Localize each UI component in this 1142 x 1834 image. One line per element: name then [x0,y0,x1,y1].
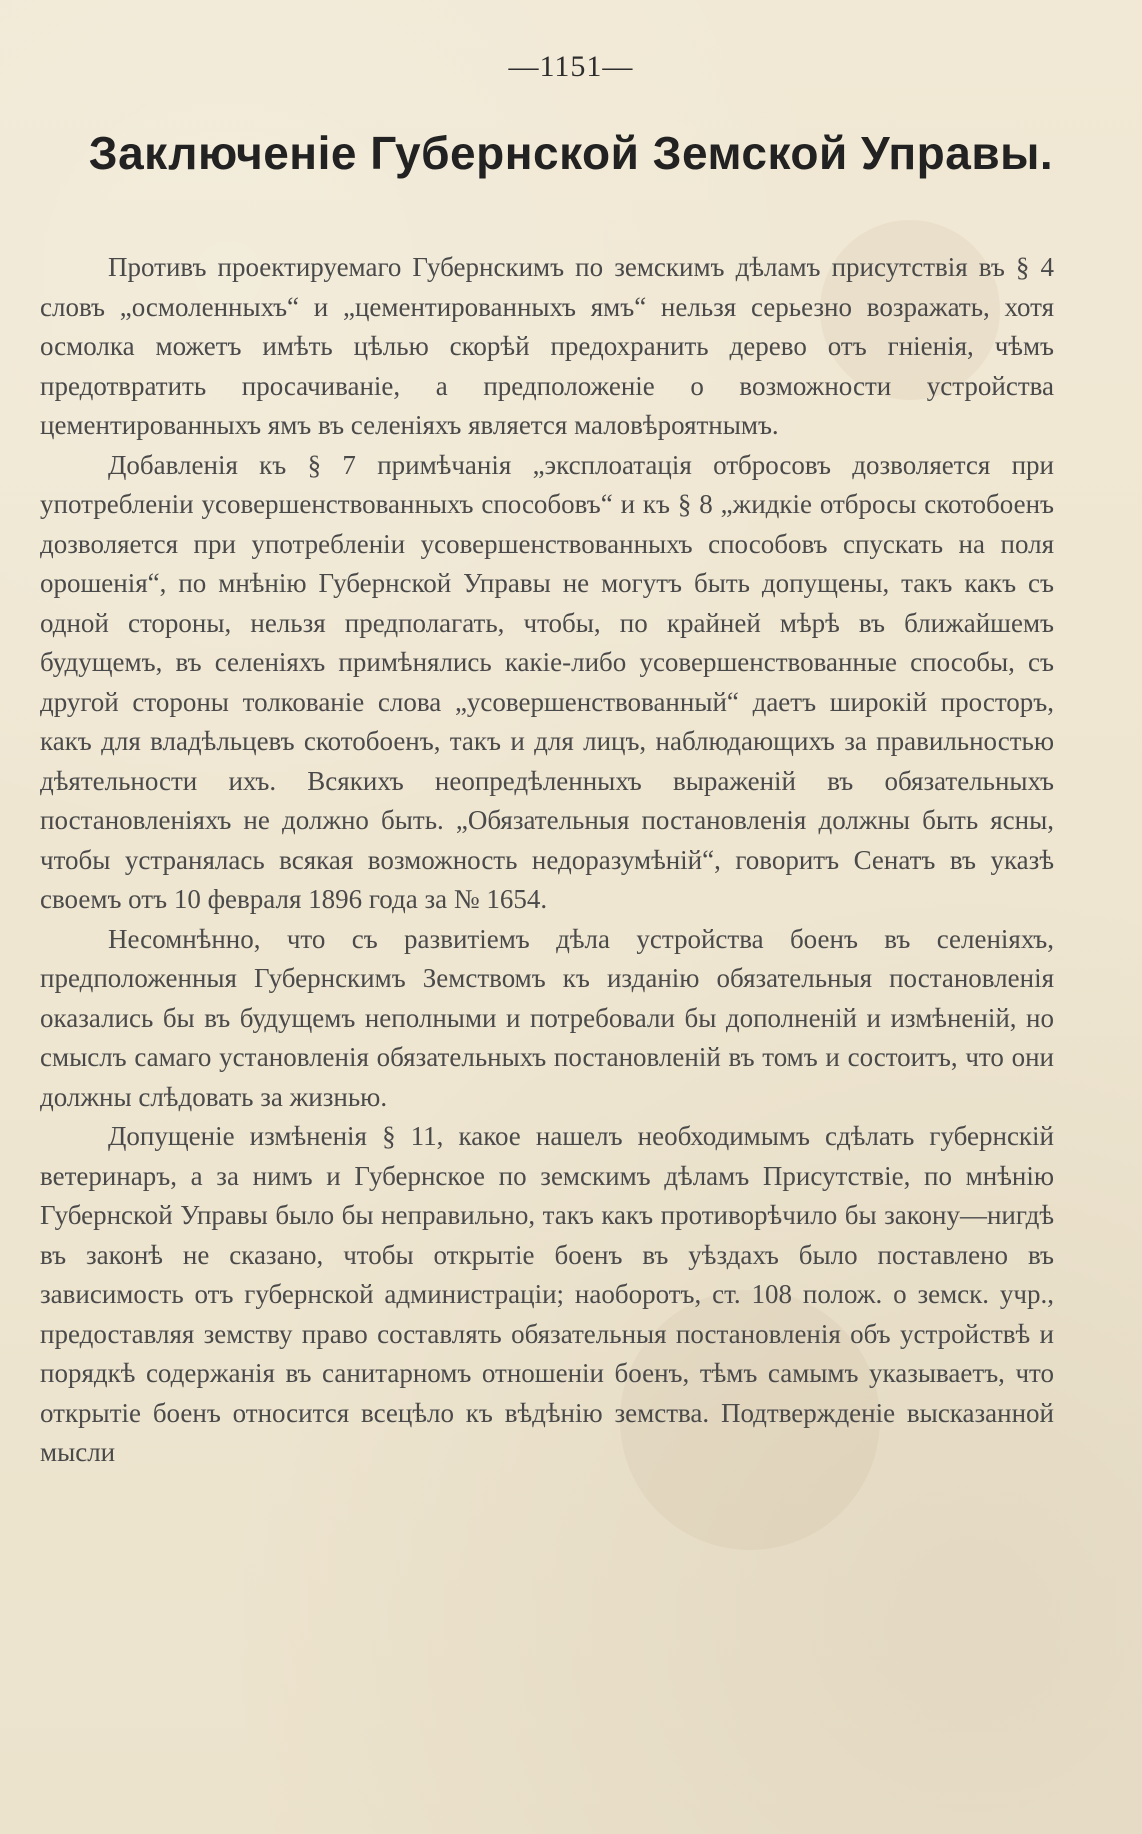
page-number: —1151— [508,50,634,83]
paragraph: Противъ проектируемаго Губернскимъ по земскимъ дѣламъ присутствія въ § 4 словъ „осмоленныхъ“ и „цементированныхъ ямъ“ нельзя серьезно возражать, хотя осмолка можетъ имѣть цѣлью скорѣй предохранить дерево отъ гніенія, чѣмъ предотвратить просачиваніе, а предположеніе о возможности устройства цементированныхъ ямъ въ селеніяхъ является маловѣроятнымъ. [40,252,1054,440]
paragraph: Допущеніе измѣненія § 11, какое нашелъ необходимымъ сдѣлать губернскій ветеринаръ, а за нимъ и Губернское по земскимъ дѣламъ Присутствіе, по мнѣнію Губернской Управы было бы неправильно, такъ какъ противорѣчило бы закону—нигдѣ въ законѣ не сказано, чтобы открытіе боенъ въ уѣздахъ было поставлено въ зависимость отъ губернской администраціи; наоборотъ, ст. 108 полож. о земск. учр., предоставляя земству право составлять обязательныя постановленія объ устройствѣ и порядкѣ содержанія въ санитарномъ отношеніи боенъ, тѣмъ самымъ указываетъ, что открытіе боенъ относится всецѣло къ вѣдѣнію земства. Подтвержденіе высказанной мысли [40,1121,1054,1467]
paragraph: Несомнѣнно, что съ развитіемъ дѣла устройства боенъ въ селеніяхъ, предположенныя Губернскимъ Земствомъ къ изданію обязательныя постановленія оказались бы въ будущемъ неполными и потребовали бы дополненій и измѣненій, но смыслъ самаго установленія обязательныхъ постановленій въ томъ и состоитъ, что они должны слѣдовать за жизнью. [40,923,1054,1112]
paragraph: Добавленія къ § 7 примѣчанія „эксплоатація отбросовъ дозволяется при употребленіи усовершенствованныхъ способовъ“ и къ § 8 „жидкіе отбросы скотобоенъ дозволяется при употребленіи усовершенствованныхъ способовъ спускать на поля орошенія“, по мнѣнію Губернской Управы не могутъ быть допущены, такъ какъ съ одной стороны, нельзя предполагать, чтобы, по крайней мѣрѣ въ ближайшемъ будущемъ, въ селеніяхъ примѣнялись какіе-либо усовершенствованные способы, съ другой стороны толкованіе слова „усовершенствованный“ даетъ широкій просторъ, какъ для владѣльцевъ скотобоенъ, такъ и для лицъ, наблюдающихъ за правильностью дѣятельности ихъ. Всякихъ неопредѣленныхъ выраженій въ обязательныхъ постановленіяхъ не должно быть. „Обязательныя постановленія должны быть ясны, чтобы устранялась всякая возможность недоразумѣній“, говоритъ Сенатъ въ указѣ своемъ отъ 10 февраля 1896 года за № 1654. [40,449,1054,914]
document-body [40,248,1054,1473]
page-title: Заключеніе Губернской Земской Управы. [88,127,1054,179]
